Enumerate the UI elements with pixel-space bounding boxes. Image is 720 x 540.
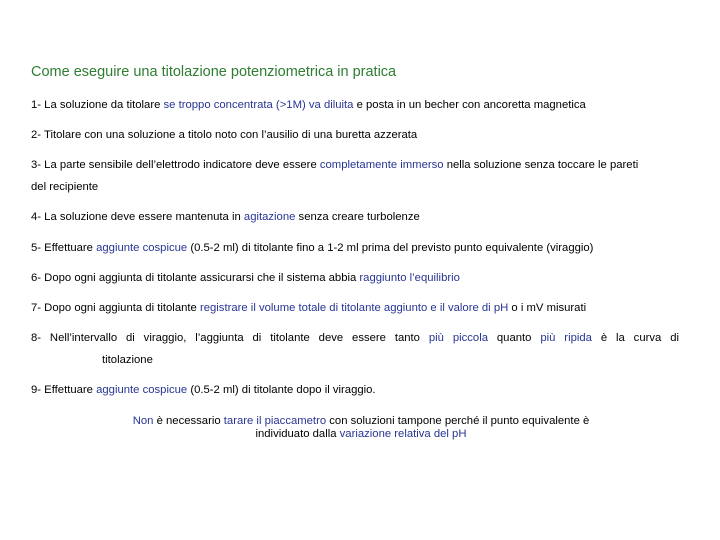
text-segment: 2- Titolare con una soluzione a titolo noto con l’ausilio di una buretta azzerata <box>31 129 418 141</box>
text-segment: e posta in un becher con ancoretta magnetica <box>353 99 586 111</box>
text-segment: 9- Effettuare <box>31 384 97 396</box>
text-segment: 3- La parte sensibile dell’elettrodo indicatore deve essere <box>31 159 320 171</box>
text-segment: 1- La soluzione da titolare <box>31 99 164 111</box>
highlight-segment: registrare il volume totale di titolante aggiunto e il valore di pH <box>199 302 509 314</box>
text-segment: è la curva di <box>591 332 679 344</box>
step-8 <box>31 331 679 366</box>
step-5 <box>31 241 593 255</box>
highlight-segment: aggiunte cospicue <box>96 384 188 396</box>
text-segment: 5- Effettuare <box>31 242 97 254</box>
text-segment: nella soluzione senza toccare le pareti <box>443 159 639 171</box>
step-4 <box>31 210 420 224</box>
step-3 <box>31 158 639 193</box>
text-segment: 7- Dopo ogni aggiunta di titolante <box>31 302 200 314</box>
text-segment: senza creare turbolenze <box>295 211 420 223</box>
highlight-segment: più ripida <box>540 332 592 344</box>
slide-title: Come eseguire una titolazione potenziometrica in pratica <box>31 64 397 80</box>
step-9 <box>31 383 376 397</box>
step-6 <box>31 271 460 285</box>
text-segment: con soluzioni tampone perché il punto equivalente è individuato dalla <box>255 415 590 440</box>
highlight-segment: agitazione <box>243 211 296 223</box>
step-1 <box>31 98 586 112</box>
highlight-segment: più piccola <box>428 332 488 344</box>
text-segment: 8- Nell’intervallo di viraggio, l’aggiunta di titolante deve essere tanto <box>31 332 429 344</box>
highlight-segment: completamente immerso <box>319 159 444 171</box>
step-8-continuation: titolazione <box>102 354 153 366</box>
text-segment: 6- Dopo ogni aggiunta di titolante assicurarsi che il sistema abbia <box>31 272 360 284</box>
highlight-segment: se troppo concentrata (>1M) va diluita <box>163 99 354 111</box>
text-segment: (0.5-2 ml) di titolante fino a 1-2 ml prima del previsto punto equivalente (viraggio) <box>187 242 594 254</box>
highlight-segment: Non <box>132 415 154 427</box>
step-3-continuation: del recipiente <box>31 181 99 193</box>
highlight-segment: aggiunte cospicue <box>96 242 188 254</box>
step-2 <box>31 128 417 142</box>
highlight-segment: raggiunto l’equilibrio <box>359 272 460 284</box>
highlight-segment: variazione relativa del pH <box>339 428 467 440</box>
text-segment: è necessario <box>153 415 224 427</box>
step-7 <box>31 301 586 315</box>
text-segment: (0.5-2 ml) di titolante dopo il viraggio. <box>187 384 376 396</box>
highlight-segment: tarare il piaccametro <box>223 415 327 427</box>
calibration-note <box>130 415 592 441</box>
step-8-first-line <box>31 331 679 345</box>
text-segment: quanto <box>488 332 541 344</box>
text-segment: o i mV misurati <box>508 302 587 314</box>
text-segment: 4- La soluzione deve essere mantenuta in <box>31 211 244 223</box>
